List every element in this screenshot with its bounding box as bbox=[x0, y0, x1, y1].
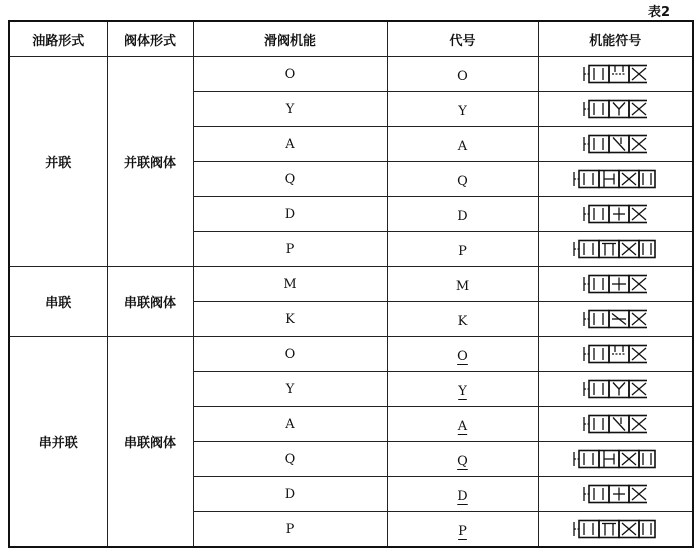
valve-symbol-drawing bbox=[583, 379, 647, 399]
header-function-symbol: 机能符号 bbox=[538, 21, 693, 57]
valve-symbol-drawing bbox=[583, 274, 647, 294]
valve-symbol-k-icon bbox=[583, 309, 647, 329]
symbol-cell bbox=[538, 477, 693, 512]
code-text: O bbox=[457, 68, 468, 84]
table-caption: 表2 bbox=[647, 5, 670, 20]
code-cell bbox=[387, 162, 538, 197]
valve-symbol-drawing bbox=[583, 204, 647, 224]
table-body bbox=[9, 57, 693, 548]
valve-symbol-drawing bbox=[583, 64, 647, 84]
valve-symbol-drawing bbox=[573, 169, 657, 189]
code-cell bbox=[387, 512, 538, 548]
code-cell bbox=[387, 372, 538, 407]
code-cell bbox=[387, 92, 538, 127]
spool-function-table bbox=[8, 20, 694, 548]
symbol-cell bbox=[538, 92, 693, 127]
valve-symbol-y-icon bbox=[583, 379, 647, 399]
symbol-cell bbox=[538, 407, 693, 442]
spool-function-cell: A bbox=[193, 127, 387, 162]
valve-symbol-a-icon bbox=[583, 414, 647, 434]
spool-function-cell: P bbox=[193, 512, 387, 548]
spool-function-cell: M bbox=[193, 267, 387, 302]
valve-symbol-y-icon bbox=[583, 99, 647, 119]
symbol-cell bbox=[538, 372, 693, 407]
symbol-cell bbox=[538, 57, 693, 92]
code-text: Y bbox=[458, 103, 467, 119]
symbol-cell bbox=[538, 197, 693, 232]
valve-symbol-p-icon bbox=[573, 519, 657, 539]
spool-function-cell: P bbox=[193, 232, 387, 267]
valve-symbol-d-icon bbox=[583, 484, 647, 504]
valve-symbol-d-icon bbox=[583, 204, 647, 224]
code-text: Q bbox=[457, 173, 468, 189]
valve-symbol-drawing bbox=[583, 99, 647, 119]
symbol-cell bbox=[538, 232, 693, 267]
valve-symbol-drawing bbox=[583, 309, 647, 329]
spool-function-cell: O bbox=[193, 57, 387, 92]
spool-function-cell: Q bbox=[193, 162, 387, 197]
header-circuit-type: 油路形式 bbox=[9, 21, 107, 57]
circuit-type-cell: 串并联 bbox=[9, 337, 107, 548]
code-cell bbox=[387, 442, 538, 477]
code-text: D bbox=[457, 208, 468, 224]
spool-function-cell: A bbox=[193, 407, 387, 442]
valve-symbol-drawing bbox=[583, 134, 647, 154]
code-text: P bbox=[458, 523, 467, 539]
code-text: A bbox=[457, 418, 468, 434]
code-text: O bbox=[457, 348, 468, 364]
code-cell bbox=[387, 57, 538, 92]
valve-symbol-drawing bbox=[583, 414, 647, 434]
code-cell bbox=[387, 337, 538, 372]
valve-symbol-p-icon bbox=[573, 239, 657, 259]
spool-function-cell: Y bbox=[193, 92, 387, 127]
header-spool-function: 滑阀机能 bbox=[193, 21, 387, 57]
valve-symbol-m-icon bbox=[583, 274, 647, 294]
symbol-cell bbox=[538, 127, 693, 162]
circuit-type-cell: 并联 bbox=[9, 57, 107, 267]
body-type-cell: 串联阀体 bbox=[107, 337, 193, 548]
valve-symbol-o-icon bbox=[583, 344, 647, 364]
valve-symbol-drawing bbox=[583, 484, 647, 504]
valve-symbol-drawing bbox=[573, 239, 657, 259]
code-text: D bbox=[457, 488, 468, 504]
body-type-cell: 串联阀体 bbox=[107, 267, 193, 337]
table-header-row bbox=[9, 21, 693, 57]
code-cell bbox=[387, 477, 538, 512]
symbol-cell bbox=[538, 162, 693, 197]
circuit-type-cell: 串联 bbox=[9, 267, 107, 337]
code-cell bbox=[387, 302, 538, 337]
spool-function-cell: D bbox=[193, 197, 387, 232]
code-cell bbox=[387, 127, 538, 162]
spool-function-cell: D bbox=[193, 477, 387, 512]
code-cell bbox=[387, 407, 538, 442]
code-text: P bbox=[458, 243, 467, 259]
spool-function-cell: Q bbox=[193, 442, 387, 477]
header-body-type: 阀体形式 bbox=[107, 21, 193, 57]
code-text: K bbox=[457, 313, 468, 329]
valve-symbol-q-icon bbox=[573, 169, 657, 189]
body-type-cell: 并联阀体 bbox=[107, 57, 193, 267]
header-code: 代号 bbox=[387, 21, 538, 57]
valve-symbol-drawing bbox=[573, 449, 657, 469]
code-text: M bbox=[455, 278, 470, 294]
valve-symbol-o-icon bbox=[583, 64, 647, 84]
code-text: Q bbox=[457, 453, 468, 469]
symbol-cell bbox=[538, 512, 693, 548]
code-text: A bbox=[457, 138, 468, 154]
valve-symbol-drawing bbox=[573, 519, 657, 539]
spool-function-cell: Y bbox=[193, 372, 387, 407]
symbol-cell bbox=[538, 302, 693, 337]
spool-function-cell: K bbox=[193, 302, 387, 337]
code-text: Y bbox=[458, 383, 467, 399]
symbol-cell bbox=[538, 267, 693, 302]
spool-function-cell: O bbox=[193, 337, 387, 372]
table-row bbox=[9, 57, 693, 92]
table-row bbox=[9, 267, 693, 302]
symbol-cell bbox=[538, 442, 693, 477]
valve-symbol-a-icon bbox=[583, 134, 647, 154]
code-cell bbox=[387, 197, 538, 232]
code-cell bbox=[387, 267, 538, 302]
valve-symbol-q-icon bbox=[573, 449, 657, 469]
table-row bbox=[9, 337, 693, 372]
code-cell bbox=[387, 232, 538, 267]
valve-symbol-drawing bbox=[583, 344, 647, 364]
symbol-cell bbox=[538, 337, 693, 372]
